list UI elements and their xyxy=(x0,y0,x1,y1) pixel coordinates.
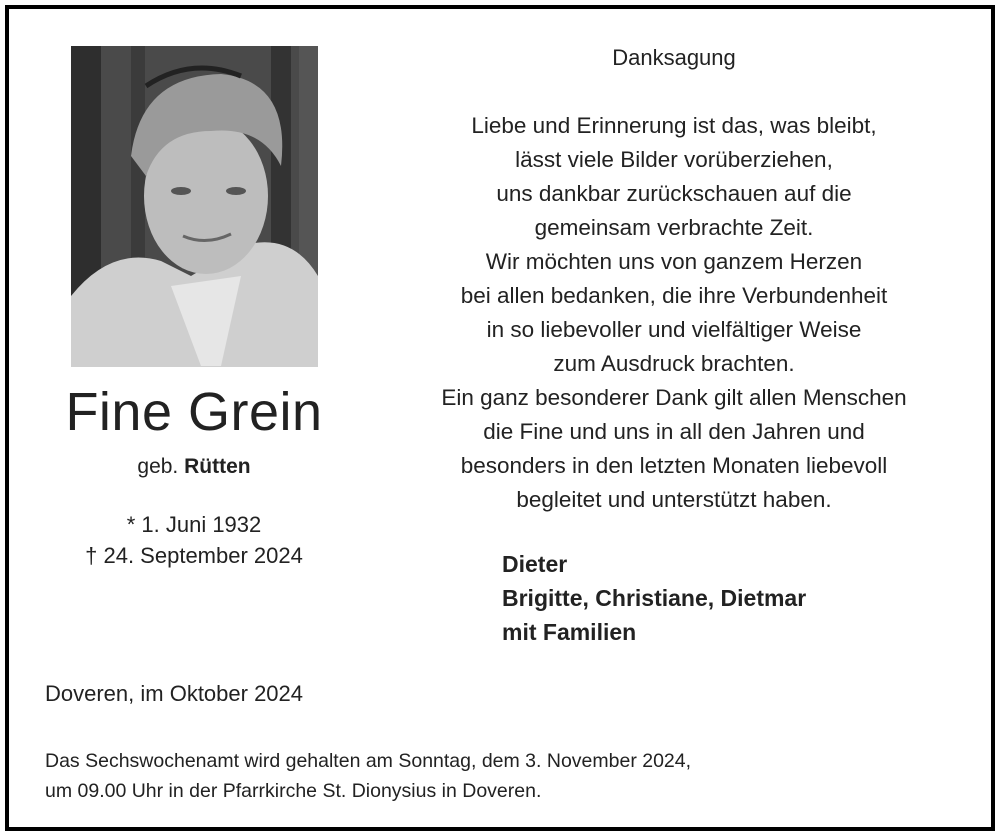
poem-line: uns dankbar zurückschauen auf die xyxy=(496,181,852,206)
maiden-name-prefix: geb. xyxy=(137,455,179,478)
poem-line: begleitet und unterstützt haben. xyxy=(516,487,832,512)
notice-line: Das Sechswochenamt wird gehalten am Sonntag, dem 3. November 2024, xyxy=(45,750,692,772)
poem-line: bei allen bedanken, die ihre Verbundenheit xyxy=(460,283,888,308)
portrait-photo xyxy=(71,46,318,367)
poem-line: besonders in den letzten Monaten liebevoll xyxy=(460,453,888,478)
obituary-card xyxy=(5,5,995,831)
poem-line: Liebe und Erinnerung ist das, was bleibt, xyxy=(471,113,877,138)
signer-line: Brigitte, Christiane, Dietmar xyxy=(502,585,807,611)
poem-line: die Fine und uns in all den Jahren und xyxy=(483,419,865,444)
poem-line: Ein ganz besonderer Dank gilt allen Menschen xyxy=(441,385,907,410)
deceased-name: Fine Grein xyxy=(65,382,323,442)
signer-line: Dieter xyxy=(502,551,568,577)
poem-line: in so liebevoller und vielfältiger Weise xyxy=(486,317,862,342)
maiden-name xyxy=(39,455,349,479)
signers xyxy=(502,547,932,649)
heading: Danksagung xyxy=(612,45,736,70)
poem-line: zum Ausdruck brachten. xyxy=(553,351,795,376)
poem-line: lässt viele Bilder vorüberziehen, xyxy=(515,147,833,172)
poem-line: gemeinsam verbrachte Zeit. xyxy=(534,215,814,240)
life-dates xyxy=(39,509,349,571)
signer-line: mit Familien xyxy=(502,619,637,645)
maiden-name-value: Rütten xyxy=(184,455,251,478)
thanks-text xyxy=(389,109,959,517)
birth-date: * 1. Juni 1932 xyxy=(126,512,262,537)
poem-line: Wir möchten uns von ganzem Herzen xyxy=(485,249,863,274)
mass-notice xyxy=(45,746,945,806)
notice-line: um 09.00 Uhr in der Pfarrkirche St. Dionysius in Doveren. xyxy=(45,780,542,802)
place-date: Doveren, im Oktober 2024 xyxy=(45,681,304,706)
death-date: † 24. September 2024 xyxy=(85,543,303,568)
